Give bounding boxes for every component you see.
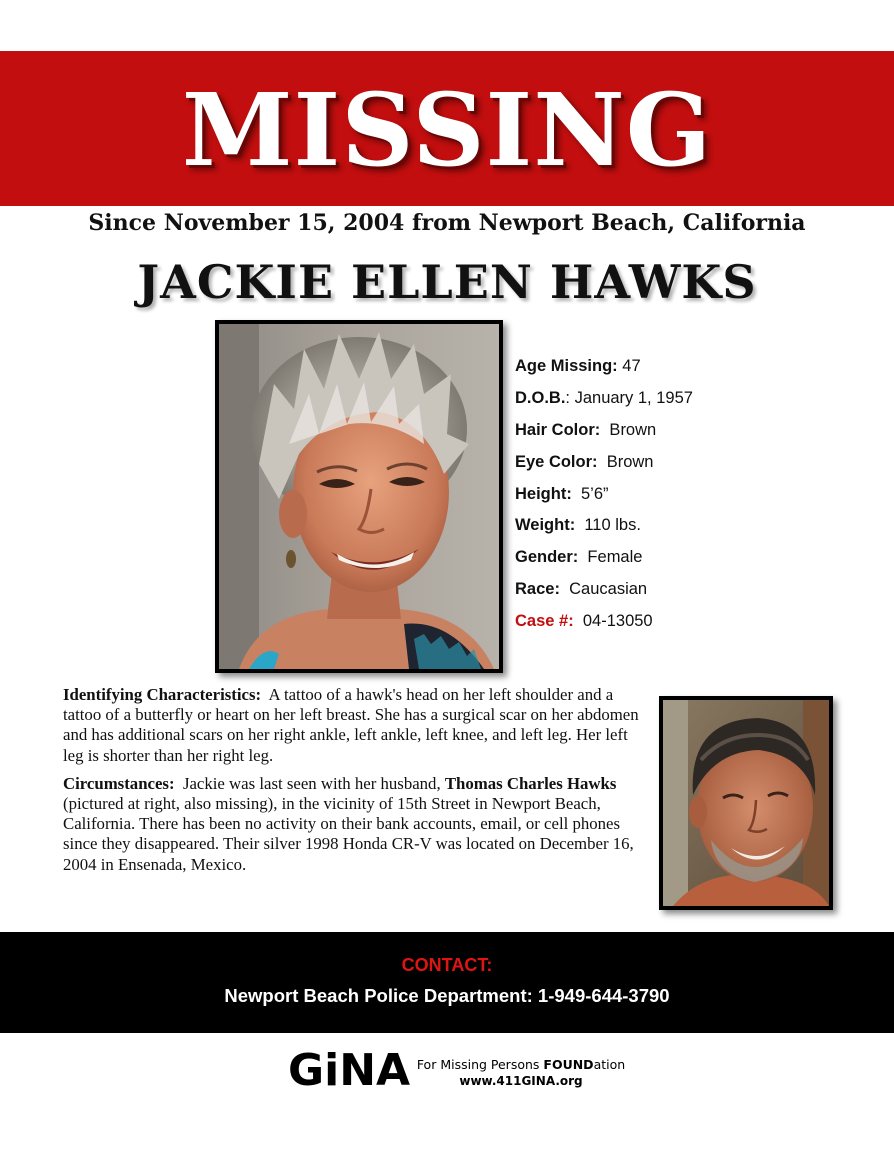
detail-label: Race: xyxy=(515,580,560,599)
gina-website: www.411GINA.org xyxy=(459,1074,583,1088)
detail-label: Hair Color: xyxy=(515,420,601,439)
tagline-after: ation xyxy=(593,1057,626,1072)
detail-value: 5’6” xyxy=(571,484,609,503)
detail-label: Height: xyxy=(515,484,572,503)
identifying-text: A tattoo of a hawk's head on her left shoulder and a tattoo of a butterfly or heart on her left breast. She has a surgical scar on her abdomen and has additional scars on her right ankle, left ankle, left knee, and left leg. Her left leg is shorter than her right leg. xyxy=(63,685,643,765)
circumstances-text-before: Jackie was last seen with her husband, xyxy=(174,773,445,793)
missing-banner xyxy=(0,51,894,206)
detail-label: D.O.B. xyxy=(515,388,566,407)
banner-title: MISSING xyxy=(181,71,713,189)
detail-case-number xyxy=(515,607,885,639)
gina-foundation-name xyxy=(416,1057,626,1073)
tagline-before: For Missing Persons xyxy=(416,1057,544,1072)
detail-hair-color xyxy=(515,416,885,448)
contact-info: Newport Beach Police Department: 1-949-644-3790 xyxy=(224,985,670,1006)
detail-value: 110 lbs. xyxy=(575,516,641,535)
missing-since: Since November 15, 2004 from Newport Beach, California xyxy=(88,210,806,236)
detail-label: Case #: xyxy=(515,612,574,631)
gina-tagline xyxy=(416,1057,626,1089)
detail-value: : January 1, 1957 xyxy=(565,388,693,407)
detail-value: 04-13050 xyxy=(573,612,653,631)
detail-value: Brown xyxy=(597,452,654,471)
detail-label: Age Missing: xyxy=(515,357,618,375)
detail-label: Weight: xyxy=(515,516,576,535)
detail-label: Eye Color: xyxy=(515,452,598,471)
contact-label: CONTACT: xyxy=(401,955,493,975)
husband-photo xyxy=(659,696,833,910)
identifying-label: Identifying Characteristics: xyxy=(63,685,262,704)
tagline-found: FOUND xyxy=(543,1057,594,1072)
detail-gender xyxy=(515,543,885,575)
detail-value: 47 xyxy=(617,357,641,375)
detail-height xyxy=(515,480,885,512)
detail-age xyxy=(515,352,885,384)
detail-race xyxy=(515,575,885,607)
detail-dob xyxy=(515,384,885,416)
detail-value: Female xyxy=(578,548,643,567)
missing-person-photo xyxy=(215,320,503,673)
detail-eye-color xyxy=(515,448,885,480)
detail-value: Brown xyxy=(600,420,657,439)
circumstances-text-after: (pictured at right, also missing), in the vicinity of 15th Street in Newport Beach, California. There has been no activity on their bank accounts, email, or cell phones since they disappeared. Their silver 1998 Honda CR-V was located on December 16, 2004 in Ensenada, Mexico. xyxy=(63,794,634,874)
woman-portrait-image xyxy=(219,324,499,669)
circumstances-label: Circumstances: xyxy=(63,773,175,793)
contact-bar xyxy=(0,932,894,1033)
man-portrait-image xyxy=(663,700,829,906)
circumstances xyxy=(63,774,645,875)
husband-name: Thomas Charles Hawks xyxy=(444,773,617,793)
person-name: JACKIE ELLEN HAWKS xyxy=(137,255,757,309)
identifying-characteristics xyxy=(63,685,645,766)
detail-value: Caucasian xyxy=(559,580,648,599)
detail-weight xyxy=(515,511,885,543)
detail-label: Gender: xyxy=(515,548,579,567)
description-text xyxy=(63,685,645,883)
details-list xyxy=(515,352,885,639)
gina-logo: GiNA xyxy=(288,1045,411,1096)
